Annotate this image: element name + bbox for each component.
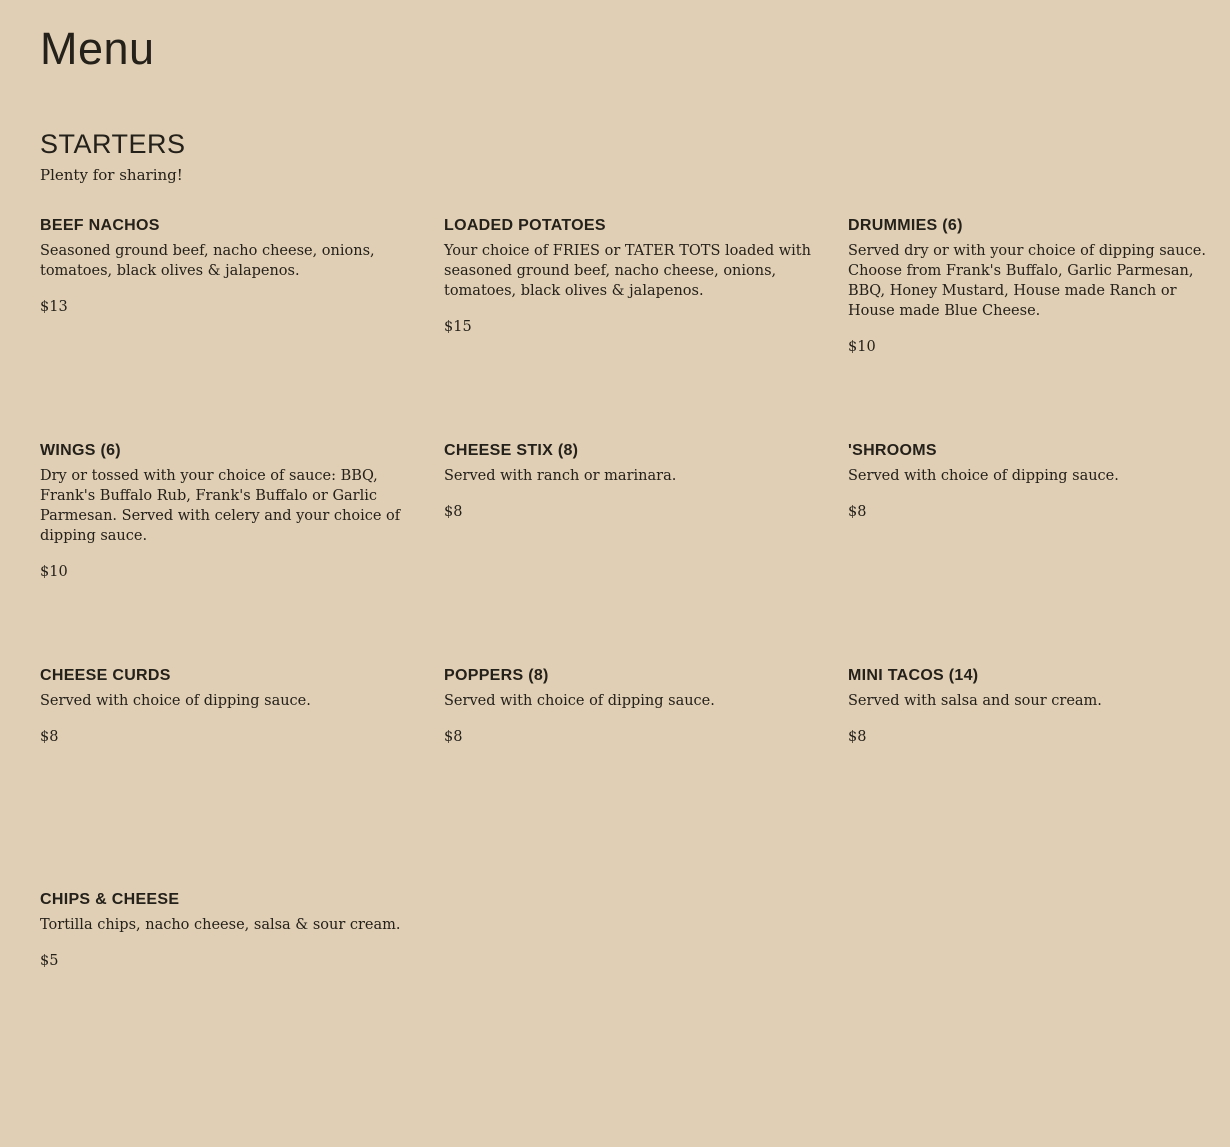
- menu-item-cheese-stix: [444, 441, 814, 522]
- menu-item-name: MINI TACOS (14): [848, 667, 979, 684]
- section-subtitle: Plenty for sharing!: [40, 166, 183, 184]
- menu-item-name: DRUMMIES (6): [848, 217, 963, 234]
- menu-item-name: CHIPS & CHEESE: [40, 891, 180, 908]
- menu-item-description: Tortilla chips, nacho cheese, salsa & sour cream.: [40, 917, 401, 933]
- menu-item-loaded-potatoes: [444, 216, 814, 337]
- menu-item-mini-tacos: [848, 666, 1208, 747]
- menu-item-price: $5: [40, 953, 59, 969]
- menu-item-price: $8: [848, 729, 867, 745]
- menu-item-name: CHEESE CURDS: [40, 667, 171, 684]
- section-title: STARTERS: [40, 129, 186, 159]
- menu-item-description: Seasoned ground beef, nacho cheese, onions, tomatoes, black olives & jalapenos.: [40, 243, 375, 279]
- menu-item-beef-nachos: [40, 216, 410, 317]
- menu-item-drummies: [848, 216, 1208, 357]
- menu-item-name: CHEESE STIX (8): [444, 442, 579, 459]
- menu-item-description: Your choice of FRIES or TATER TOTS loaded with seasoned ground beef, nacho cheese, onions, tomatoes, black olives & jalapenos.: [444, 243, 811, 299]
- menu-item-price: $8: [848, 504, 867, 520]
- menu-item-description: Served with choice of dipping sauce.: [444, 693, 715, 709]
- menu-item-poppers: [444, 666, 814, 747]
- menu-item-description: Dry or tossed with your choice of sauce: BBQ, Frank's Buffalo Rub, Frank's Buffalo or Garlic Parmesan. Served with celery and your choice of dipping sauce.: [40, 468, 401, 544]
- menu-item-description: Served with choice of dipping sauce.: [848, 468, 1119, 484]
- menu-item-description: Served with choice of dipping sauce.: [40, 693, 311, 709]
- menu-item-price: $8: [444, 504, 463, 520]
- menu-item-cheese-curds: [40, 666, 410, 747]
- menu-item-price: $15: [444, 319, 472, 335]
- menu-item-description: Served dry or with your choice of dipping sauce. Choose from Frank's Buffalo, Garlic Parmesan, BBQ, Honey Mustard, House made Ranch or House made Blue Cheese.: [848, 243, 1206, 319]
- menu-item-price: $8: [444, 729, 463, 745]
- menu-item-description: Served with ranch or marinara.: [444, 468, 677, 484]
- menu-item-shrooms: [848, 441, 1208, 522]
- page-title: Menu: [40, 23, 155, 74]
- menu-item-name: POPPERS (8): [444, 667, 549, 684]
- menu-item-price: $8: [40, 729, 59, 745]
- menu-item-description: Served with salsa and sour cream.: [848, 693, 1102, 709]
- menu-item-name: LOADED POTATOES: [444, 217, 606, 234]
- menu-item-name: 'SHROOMS: [848, 442, 937, 459]
- menu-item-wings: [40, 441, 402, 582]
- menu-item-name: WINGS (6): [40, 442, 121, 459]
- menu-item-price: $10: [848, 339, 876, 355]
- menu-item-price: $10: [40, 564, 68, 580]
- menu-item-chips-and-cheese: [40, 890, 410, 971]
- menu-item-price: $13: [40, 299, 68, 315]
- menu-item-name: BEEF NACHOS: [40, 217, 160, 234]
